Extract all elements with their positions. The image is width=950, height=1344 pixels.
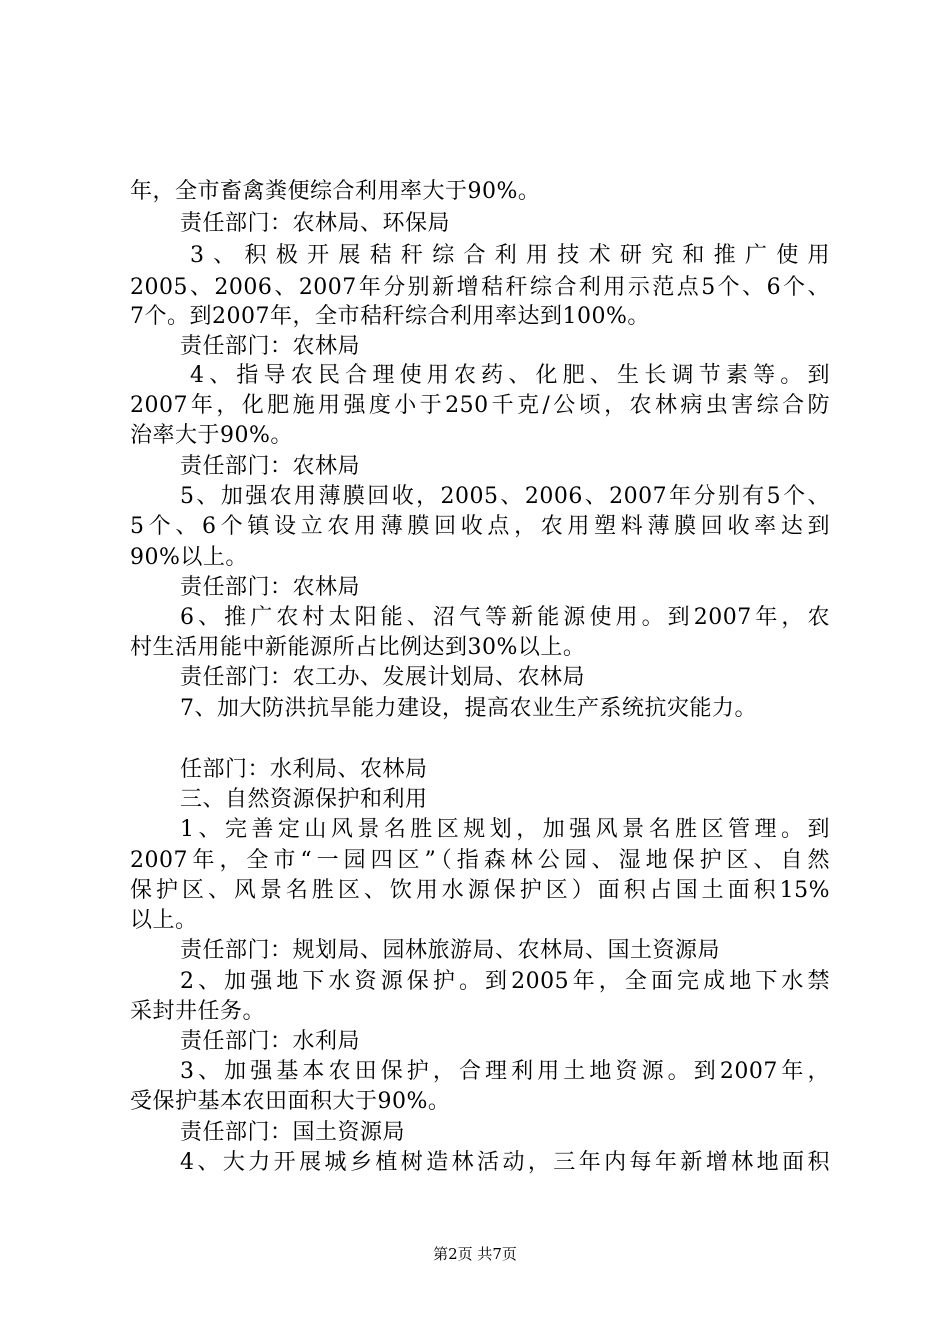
- text-line: 5、加强农用薄膜回收，2005、2006、2007年分别有5个、: [180, 484, 830, 509]
- text-line: 2007年，化肥施用强度小于250千克/公顷，农林病虫害综合防: [130, 393, 830, 418]
- text-line: 3、积极开展秸秆综合利用技术研究和推广使用: [190, 243, 830, 268]
- text-line: 2、加强地下水资源保护。到2005年，全面完成地下水禁: [180, 969, 830, 994]
- text-line: 责任部门：农林局: [180, 454, 361, 479]
- section-heading: 三、自然资源保护和利用: [180, 787, 428, 812]
- text-line: 责任部门：农林局: [180, 334, 361, 359]
- text-line: 2005、2006、2007年分别新增秸秆综合利用示范点5个、6个、: [130, 275, 830, 300]
- text-line: 责任部门：国土资源局: [180, 1120, 406, 1145]
- text-line: 责任部门：农林局: [180, 575, 361, 600]
- text-line: 4、大力开展城乡植树造林活动，三年内每年新增林地面积: [180, 1150, 830, 1175]
- text-line: 责任部门：规划局、园林旅游局、农林局、国土资源局: [180, 938, 721, 963]
- text-line: 7、加大防洪抗旱能力建设，提高农业生产系统抗灾能力。: [180, 696, 757, 721]
- text-line: 2007年，全市“一园四区”（指森林公园、湿地保护区、自然: [130, 848, 830, 873]
- text-line: 任部门：水利局、农林局: [180, 757, 428, 782]
- text-line: 1、完善定山风景名胜区规划，加强风景名胜区管理。到: [180, 817, 830, 842]
- text-line: 保护区、风景名胜区、饮用水源保护区）面积占国土面积15%: [130, 878, 830, 903]
- text-line: 采封井任务。: [130, 999, 266, 1024]
- text-line: 7个。到2007年，全市秸秆综合利用率达到100%。: [130, 304, 650, 329]
- text-line: 受保护基本农田面积大于90%。: [130, 1089, 451, 1114]
- text-line: 5个、6个镇设立农用薄膜回收点，农用塑料薄膜回收率达到: [130, 514, 830, 539]
- text-line: 6、推广农村太阳能、沼气等新能源使用。到2007年，农: [180, 605, 830, 630]
- text-line: 村生活用能中新能源所占比例达到30%以上。: [130, 635, 586, 660]
- text-line: 3、加强基本农田保护，合理利用土地资源。到2007年，: [180, 1059, 830, 1084]
- text-line: 责任部门：水利局: [180, 1029, 361, 1054]
- text-line: 4、指导农民合理使用农药、化肥、生长调节素等。到: [190, 363, 830, 388]
- text-line: 以上。: [130, 908, 198, 933]
- text-line: 责任部门：农林局、环保局: [180, 211, 451, 236]
- text-line: 90%以上。: [130, 545, 248, 570]
- page-footer: 第2页 共7页: [433, 1245, 517, 1263]
- text-line: 年，全市畜禽粪便综合利用率大于90%。: [130, 179, 541, 204]
- text-line: 责任部门：农工办、发展计划局、农林局: [180, 665, 586, 690]
- text-line: 治率大于90%。: [130, 423, 293, 448]
